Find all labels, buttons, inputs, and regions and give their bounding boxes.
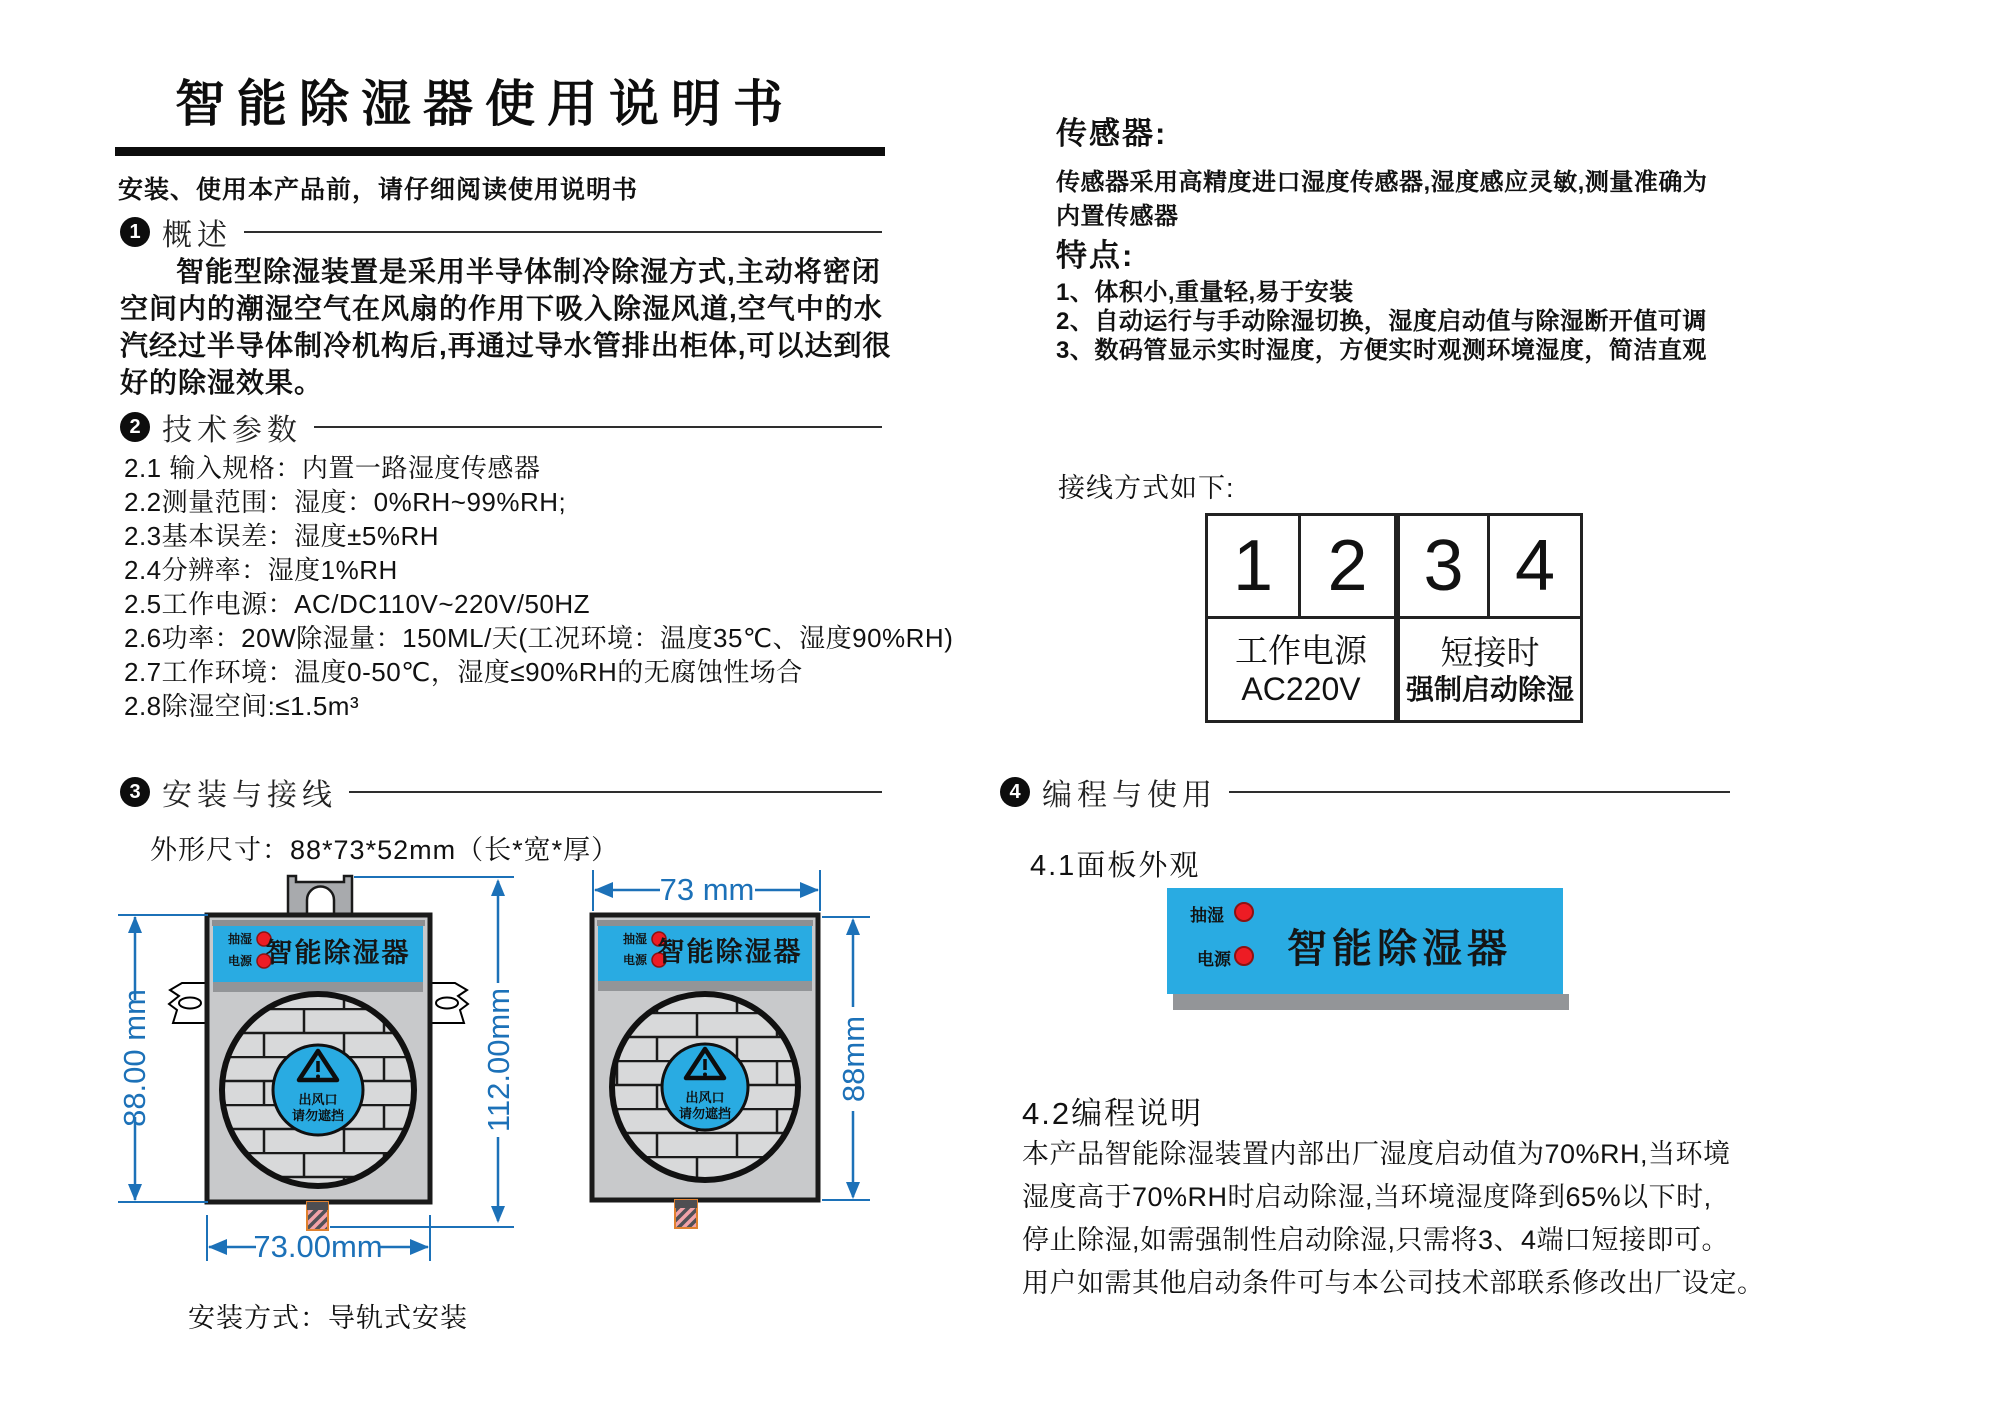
programming-line: 用户如需其他启动条件可与本公司技术部联系修改出厂设定。 — [1022, 1268, 1765, 1298]
panel-brand: 智能除湿器 — [1287, 927, 1512, 971]
page-title: 智能除湿器使用说明书 — [175, 76, 795, 132]
terminal-3: 3 — [1400, 516, 1490, 616]
dimension-73mm-top-label: 73 mm — [659, 872, 755, 907]
section-3-badge: 3 — [120, 777, 150, 807]
sensor-line: 传感器采用高精度进口湿度传感器,湿度感应灵敏,测量准确为 — [1056, 169, 1708, 196]
power-label-line1: 工作电源 — [1235, 631, 1367, 669]
body-top-strip — [597, 920, 813, 926]
spec-item: 2.5工作电源：AC/DC110V~220V/50HZ — [124, 589, 591, 619]
panel-lower-strip — [213, 982, 423, 992]
section-3-rule — [349, 791, 882, 793]
section-1-title: 概述 — [162, 219, 232, 252]
section-3-title: 安装与接线 — [162, 779, 337, 812]
section-2-header — [120, 405, 882, 449]
dimension-88mm — [117, 915, 208, 1202]
dimension-112mm-label: 112.00mm — [481, 987, 516, 1133]
warning-exclamation-dot — [703, 1073, 707, 1077]
section-4-header — [1000, 770, 1730, 814]
size-note: 外形尺寸：88*73*52mm（长*宽*厚） — [150, 835, 620, 865]
spec-item: 2.1 输入规格：内置一路湿度传感器 — [124, 453, 541, 483]
programming-line: 本产品智能除湿装置内部出厂湿度启动值为70%RH,当环境 — [1022, 1139, 1731, 1169]
feature-item: 3、数码管显示实时湿度，方便实时观测环境湿度，简洁直观 — [1056, 337, 1707, 364]
bracket-arch-cutout — [307, 887, 334, 916]
spec-item: 2.3基本误差：湿度±5%RH — [124, 521, 440, 551]
fan-label-line2: 请勿遮挡 — [291, 1108, 345, 1123]
din-rail-slot — [179, 998, 201, 1009]
led-label-power: 电源 — [227, 954, 252, 968]
drain-pipe-cap — [675, 1200, 697, 1208]
spec-item: 2.6功率：20W除湿量：150ML/天(工况环境：温度35℃、湿度90%RH) — [124, 623, 954, 653]
spec-item: 2.2测量范围：湿度：0%RH~99%RH; — [124, 487, 567, 517]
notice-line: 安装、使用本产品前，请仔细阅读使用说明书 — [118, 176, 639, 204]
terminal-power-label — [1208, 616, 1394, 720]
overview-line: 好的除湿效果。 — [120, 367, 324, 398]
led-label-dehumidify: 抽湿 — [1190, 906, 1224, 925]
device-brand: 智能除湿器 — [265, 938, 411, 968]
section-1-badge: 1 — [120, 217, 150, 247]
dimension-88mm-label: 88.00 mm — [117, 989, 152, 1127]
terminal-2: 2 — [1327, 526, 1368, 606]
subsection-42-title: 4.2编程说明 — [1022, 1096, 1204, 1131]
overview-line: 空间内的潮湿空气在风扇的作用下吸入除湿风道,空气中的水 — [120, 293, 883, 324]
spec-item: 2.8除湿空间:≤1.5m³ — [124, 691, 360, 721]
section-2-title: 技术参数 — [162, 414, 302, 447]
section-4-title: 编程与使用 — [1042, 779, 1217, 812]
panel-graphic-strip — [1173, 994, 1569, 1010]
mount-note: 安装方式：导轨式安装 — [188, 1303, 468, 1333]
device-diagram-front — [570, 855, 890, 1285]
section-1-header — [120, 210, 882, 254]
sensor-line: 内置传感器 — [1056, 203, 1179, 230]
device-diagram-rail-mount — [90, 855, 560, 1285]
title-rule — [115, 147, 885, 156]
panel-lower-strip — [598, 981, 812, 991]
led-label-power: 电源 — [622, 953, 647, 967]
dimension-88mm-right — [822, 917, 871, 1200]
overview-line: 汽经过半导体制冷机构后,再通过导水管排出柜体,可以达到很 — [120, 330, 892, 361]
fan-label-line1: 出风口 — [298, 1092, 338, 1107]
section-2-rule — [314, 426, 882, 428]
section-4-badge: 4 — [1000, 777, 1030, 807]
section-3-header — [120, 770, 882, 814]
led-label-power: 电源 — [1197, 950, 1231, 969]
din-rail-slot — [436, 998, 458, 1009]
power-led-icon — [1234, 946, 1254, 966]
programming-line: 停止除湿,如需强制性启动除湿,只需将3、4端口短接即可。 — [1022, 1225, 1730, 1255]
fan-label-line1: 出风口 — [685, 1090, 725, 1105]
section-2-badge: 2 — [120, 412, 150, 442]
fan-label-line2: 请勿遮挡 — [678, 1106, 732, 1121]
subsection-41-title: 4.1面板外观 — [1030, 850, 1201, 882]
terminal-table-short — [1397, 513, 1583, 723]
programming-line: 湿度高于70%RH时启动除湿,当环境湿度降到65%以下时, — [1022, 1182, 1712, 1212]
led-label-dehumidify: 抽湿 — [227, 932, 252, 946]
sensor-heading: 传感器: — [1056, 116, 1168, 151]
device-brand: 智能除湿器 — [657, 937, 803, 967]
section-4-rule — [1229, 791, 1730, 793]
body-top-strip — [212, 920, 425, 926]
led-label-dehumidify: 抽湿 — [622, 932, 647, 946]
short-label-line2: 强制启动除湿 — [1405, 673, 1574, 705]
power-label-line2: AC220V — [1241, 671, 1361, 708]
dimension-73mm-label: 73.00mm — [253, 1229, 383, 1264]
feature-item: 2、自动运行与手动除湿切换，湿度启动值与除湿断开值可调 — [1056, 308, 1707, 335]
drain-pipe-cap — [307, 1202, 328, 1210]
terminal-4: 4 — [1514, 526, 1556, 606]
section-1-rule — [244, 231, 882, 233]
terminal-table-power — [1205, 513, 1397, 723]
features-heading: 特点: — [1056, 238, 1135, 273]
wiring-intro: 接线方式如下: — [1058, 473, 1235, 503]
overview-line: 智能型除湿装置是采用半导体制冷除湿方式,主动将密闭 — [176, 256, 881, 287]
short-label-line1: 短接时 — [1440, 633, 1540, 671]
spec-item: 2.7工作环境：温度0-50℃，湿度≤90%RH的无腐蚀性场合 — [124, 657, 803, 687]
dimension-73mm-top — [593, 870, 820, 911]
warning-exclamation-dot — [316, 1075, 320, 1079]
spec-item: 2.4分辨率：湿度1%RH — [124, 555, 398, 585]
dimension-88mm-right-label: 88mm — [836, 1015, 871, 1103]
feature-item: 1、体积小,重量轻,易于安装 — [1056, 279, 1354, 306]
dehumidify-led-icon — [1234, 902, 1254, 922]
terminal-short-label — [1400, 616, 1580, 720]
terminal-1: 1 — [1208, 516, 1301, 616]
